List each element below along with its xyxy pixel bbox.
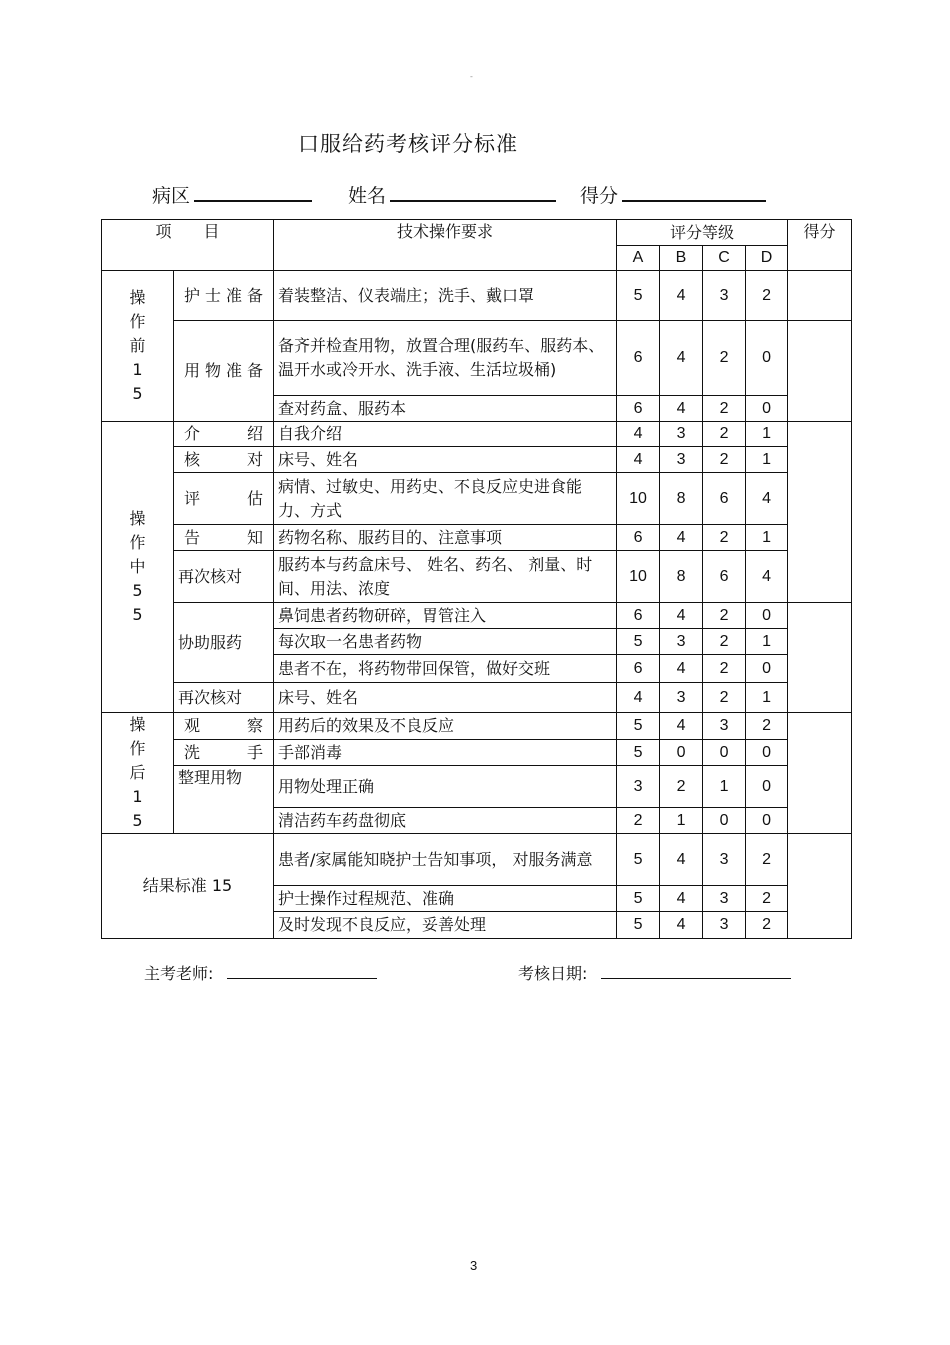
score-a: 10 xyxy=(617,473,660,525)
score-d: 0 xyxy=(746,321,788,396)
score-cell[interactable] xyxy=(788,321,852,422)
req-prep-items-2: 查对药盒、服药本 xyxy=(274,396,617,422)
info-line xyxy=(152,178,766,208)
req-observe: 用药后的效果及不良反应 xyxy=(274,713,617,740)
grade-d: D xyxy=(746,246,788,271)
score-c: 2 xyxy=(703,525,746,551)
name-field[interactable] xyxy=(390,178,556,202)
score-b: 4 xyxy=(660,713,703,740)
score-b: 4 xyxy=(660,834,703,886)
score-a: 4 xyxy=(617,683,660,713)
ward-field[interactable] xyxy=(194,178,312,202)
req-assist-1: 鼻饲患者药物研碎，胃管注入 xyxy=(274,603,617,629)
score-d: 1 xyxy=(746,447,788,473)
score-a: 4 xyxy=(617,447,660,473)
date-field[interactable] xyxy=(601,960,791,979)
score-d: 1 xyxy=(746,422,788,447)
item-tidy: 整理用物 xyxy=(174,766,274,834)
score-c: 2 xyxy=(703,422,746,447)
phase-result: 结果标准 15 xyxy=(102,834,274,939)
score-a: 6 xyxy=(617,525,660,551)
item-assist: 协助服药 xyxy=(174,603,274,683)
score-c: 0 xyxy=(703,740,746,766)
score-b: 4 xyxy=(660,321,703,396)
score-c: 1 xyxy=(703,766,746,808)
score-d: 0 xyxy=(746,766,788,808)
req-result-2: 护士操作过程规范、准确 xyxy=(274,886,617,912)
score-c: 2 xyxy=(703,321,746,396)
score-b: 8 xyxy=(660,473,703,525)
grade-b: B xyxy=(660,246,703,271)
req-assist-3: 患者不在，将药物带回保管，做好交班 xyxy=(274,655,617,683)
header-requirement: 技术操作要求 xyxy=(274,220,617,271)
examiner-line xyxy=(144,960,377,984)
page-title: 口服给药考核评分标准 xyxy=(298,132,518,156)
item-observe: 观察 xyxy=(174,713,274,740)
header-mark: - xyxy=(470,72,473,81)
req-check: 床号、姓名 xyxy=(274,447,617,473)
score-c: 2 xyxy=(703,447,746,473)
score-a: 6 xyxy=(617,321,660,396)
score-d: 2 xyxy=(746,886,788,912)
score-d: 4 xyxy=(746,551,788,603)
examiner-label: 主考老师: xyxy=(144,964,214,983)
score-c: 6 xyxy=(703,473,746,525)
score-a: 5 xyxy=(617,912,660,939)
req-assess: 病情、过敏史、用药史、不良反应史进食能力、方式 xyxy=(274,473,617,525)
phase-during-label: 操作中55 xyxy=(129,509,146,624)
date-line xyxy=(518,960,791,984)
score-d: 2 xyxy=(746,912,788,939)
examiner-field[interactable] xyxy=(227,960,377,979)
score-cell[interactable] xyxy=(788,603,852,713)
score-d: 0 xyxy=(746,740,788,766)
score-a: 5 xyxy=(617,713,660,740)
phase-during xyxy=(102,422,174,713)
score-d: 4 xyxy=(746,473,788,525)
req-recheck-2: 床号、姓名 xyxy=(274,683,617,713)
score-c: 2 xyxy=(703,655,746,683)
score-field[interactable] xyxy=(622,178,766,202)
score-d: 1 xyxy=(746,683,788,713)
score-c: 2 xyxy=(703,629,746,655)
score-b: 3 xyxy=(660,422,703,447)
score-b: 3 xyxy=(660,447,703,473)
score-b: 4 xyxy=(660,603,703,629)
score-c: 3 xyxy=(703,886,746,912)
score-b: 0 xyxy=(660,740,703,766)
score-d: 1 xyxy=(746,525,788,551)
item-assess: 评估 xyxy=(174,473,274,525)
score-b: 4 xyxy=(660,525,703,551)
score-a: 10 xyxy=(617,551,660,603)
score-a: 4 xyxy=(617,422,660,447)
name-label: 姓名 xyxy=(348,185,387,207)
score-b: 2 xyxy=(660,766,703,808)
score-c: 6 xyxy=(703,551,746,603)
phase-before-label: 操作前15 xyxy=(129,288,146,403)
score-cell[interactable] xyxy=(788,271,852,321)
score-b: 4 xyxy=(660,271,703,321)
item-wash: 洗手 xyxy=(174,740,274,766)
item-check: 核对 xyxy=(174,447,274,473)
score-a: 6 xyxy=(617,603,660,629)
score-b: 3 xyxy=(660,629,703,655)
grade-a: A xyxy=(617,246,660,271)
score-c: 2 xyxy=(703,603,746,629)
scoring-table xyxy=(101,219,852,939)
ward-label: 病区 xyxy=(152,185,191,207)
score-c: 2 xyxy=(703,683,746,713)
item-recheck-2: 再次核对 xyxy=(174,683,274,713)
req-prep-nurse: 着装整洁、仪表端庄；洗手、戴口罩 xyxy=(274,271,617,321)
score-d: 2 xyxy=(746,271,788,321)
item-inform: 告知 xyxy=(174,525,274,551)
score-a: 5 xyxy=(617,271,660,321)
score-a: 5 xyxy=(617,886,660,912)
grade-c: C xyxy=(703,246,746,271)
score-b: 3 xyxy=(660,683,703,713)
score-d: 2 xyxy=(746,713,788,740)
score-cell[interactable] xyxy=(788,834,852,939)
score-d: 0 xyxy=(746,396,788,422)
score-a: 5 xyxy=(617,629,660,655)
score-d: 0 xyxy=(746,603,788,629)
score-a: 2 xyxy=(617,808,660,834)
req-result-1: 患者/家属能知晓护士告知事项， 对服务满意 xyxy=(274,834,617,886)
score-cell[interactable] xyxy=(788,422,852,603)
req-inform: 药物名称、服药目的、注意事项 xyxy=(274,525,617,551)
score-b: 4 xyxy=(660,655,703,683)
item-prep-nurse: 护士准备 xyxy=(174,271,274,321)
req-tidy-2: 清洁药车药盘彻底 xyxy=(274,808,617,834)
req-result-3: 及时发现不良反应，妥善处理 xyxy=(274,912,617,939)
score-d: 1 xyxy=(746,629,788,655)
req-recheck: 服药本与药盒床号、 姓名、药名、 剂量、时间、用法、浓度 xyxy=(274,551,617,603)
score-b: 1 xyxy=(660,808,703,834)
score-a: 5 xyxy=(617,740,660,766)
score-b: 4 xyxy=(660,912,703,939)
score-c: 3 xyxy=(703,834,746,886)
req-intro: 自我介绍 xyxy=(274,422,617,447)
score-a: 5 xyxy=(617,834,660,886)
score-c: 2 xyxy=(703,396,746,422)
score-a: 6 xyxy=(617,655,660,683)
score-a: 3 xyxy=(617,766,660,808)
header-item: 项 目 xyxy=(102,220,274,271)
item-recheck: 再次核对 xyxy=(174,551,274,603)
item-prep-items: 用物准备 xyxy=(174,321,274,422)
score-d: 0 xyxy=(746,655,788,683)
score-c: 3 xyxy=(703,912,746,939)
req-assist-2: 每次取一名患者药物 xyxy=(274,629,617,655)
page-number: 3 xyxy=(470,1258,478,1273)
phase-after xyxy=(102,713,174,834)
item-intro: 介绍 xyxy=(174,422,274,447)
req-wash: 手部消毒 xyxy=(274,740,617,766)
score-label: 得分 xyxy=(580,185,619,207)
req-prep-items-1: 备齐并检查用物，放置合理(服药车、服药本、温开水或冷开水、洗手液、生活垃圾桶) xyxy=(274,321,617,396)
phase-after-label: 操作后15 xyxy=(129,715,146,830)
header-score: 得分 xyxy=(788,220,852,271)
score-b: 4 xyxy=(660,886,703,912)
header-grade: 评分等级 xyxy=(617,220,788,246)
score-d: 0 xyxy=(746,808,788,834)
date-label: 考核日期: xyxy=(518,964,588,983)
score-c: 3 xyxy=(703,713,746,740)
score-b: 4 xyxy=(660,396,703,422)
score-c: 0 xyxy=(703,808,746,834)
phase-before xyxy=(102,271,174,422)
score-a: 6 xyxy=(617,396,660,422)
req-tidy-1: 用物处理正确 xyxy=(274,766,617,808)
score-cell[interactable] xyxy=(788,713,852,834)
score-c: 3 xyxy=(703,271,746,321)
score-b: 8 xyxy=(660,551,703,603)
score-d: 2 xyxy=(746,834,788,886)
